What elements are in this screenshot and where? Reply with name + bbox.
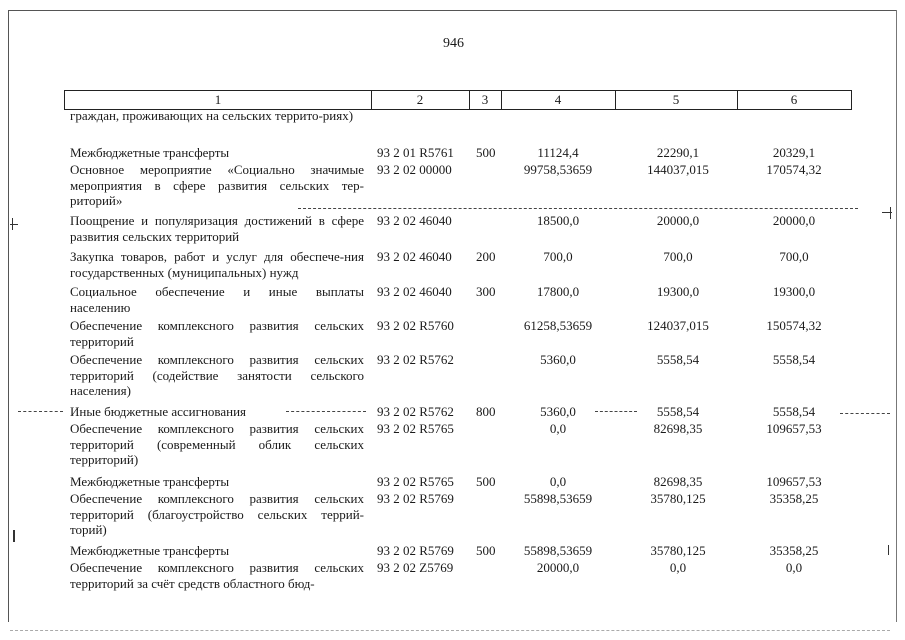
row-value-col6: 109657,53 [766, 474, 822, 489]
row-value-col5: 5558,54 [656, 404, 700, 419]
row-description: Межбюджетные трансферты [70, 145, 230, 160]
page-number: 946 [443, 36, 464, 51]
row-description: Иные бюджетные ассигнования [70, 404, 247, 419]
row-value-col4: 99758,53659 [523, 162, 593, 177]
row-description: Обеспечение комплексного развития сельских территорий (современный облик сельских территорий) [70, 421, 364, 467]
row-value-col6: 0,0 [785, 560, 803, 575]
row-code: 93 2 02 R5760 [377, 318, 454, 333]
row-value-col5: 82698,35 [653, 474, 703, 489]
row-value-col5: 19300,0 [656, 284, 700, 299]
row-expense-type: 500 [476, 474, 496, 489]
row-value-col6: 19300,0 [772, 284, 816, 299]
row-value-col4: 5360,0 [540, 352, 576, 367]
row-description: Межбюджетные трансферты [70, 543, 230, 558]
row-description: Межбюджетные трансферты [70, 474, 230, 489]
header-col-5: 5 [672, 92, 680, 107]
row-value-col6: 150574,32 [766, 318, 822, 333]
row-value-col5: 700,0 [663, 249, 693, 264]
scan-dashed-line [286, 411, 366, 412]
table-header-row [64, 90, 852, 110]
row-expense-type: 300 [476, 284, 496, 299]
row-value-col6: 170574,32 [766, 162, 822, 177]
row-value-col5: 82698,35 [653, 421, 703, 436]
row-description: Поощрение и популяризация достижений в сфере развития сельских территорий [70, 213, 364, 244]
row-value-col4: 5360,0 [540, 404, 576, 419]
row-code: 93 2 02 R5769 [377, 543, 454, 558]
row-value-col5: 124037,015 [647, 318, 709, 333]
row-value-col4: 55898,53659 [523, 543, 593, 558]
margin-mark [888, 545, 889, 555]
row-value-col6: 5558,54 [772, 404, 816, 419]
row-value-col5: 5558,54 [656, 352, 700, 367]
row-description: Основное мероприятие «Социально значимые мероприятия в сфере развития сельских тер-риторий» [70, 162, 364, 208]
page-right-edge [896, 10, 897, 622]
row-code: 93 2 01 R5761 [377, 145, 454, 160]
row-value-col6: 5558,54 [772, 352, 816, 367]
row-value-col4: 700,0 [543, 249, 573, 264]
row-value-col4: 55898,53659 [523, 491, 593, 506]
row-description: Обеспечение комплексного развития сельских территорий за счёт средств областного бюд- [70, 560, 364, 591]
row-description: Обеспечение комплексного развития сельских территорий (содействие занятости сельского населения) [70, 352, 364, 398]
scan-dashed-line [10, 630, 890, 631]
row-value-col4: 61258,53659 [523, 318, 593, 333]
row-value-col6: 35358,25 [769, 491, 819, 506]
row-expense-type: 500 [476, 543, 496, 558]
row-description: граждан, проживающих на сельских террито-риях) [70, 108, 354, 123]
row-value-col4: 11124,4 [537, 145, 579, 160]
row-value-col6: 700,0 [779, 249, 809, 264]
row-value-col5: 0,0 [669, 560, 687, 575]
row-expense-type: 500 [476, 145, 496, 160]
header-col-3: 3 [481, 92, 489, 107]
scan-dashed-line [595, 411, 637, 412]
row-value-col4: 17800,0 [536, 284, 580, 299]
row-value-col4: 0,0 [549, 421, 567, 436]
scan-dashed-line [18, 411, 63, 412]
scan-dashed-line [298, 208, 858, 209]
row-code: 93 2 02 46040 [377, 213, 452, 228]
row-description: Закупка товаров, работ и услуг для обеспече-ния государственных (муниципальных) нужд [70, 249, 364, 280]
row-description: Обеспечение комплексного развития сельских территорий (благоустройство сельских террий-торий) [70, 491, 364, 537]
row-value-col5: 35780,125 [650, 543, 706, 558]
row-code: 93 2 02 46040 [377, 249, 452, 264]
row-code: 93 2 02 R5762 [377, 404, 454, 419]
row-value-col6: 109657,53 [766, 421, 822, 436]
row-value-col4: 0,0 [549, 474, 567, 489]
row-code: 93 2 02 Z5769 [377, 560, 454, 575]
row-code: 93 2 02 46040 [377, 284, 452, 299]
row-value-col5: 22290,1 [656, 145, 700, 160]
header-col-1: 1 [214, 92, 222, 107]
row-value-col4: 18500,0 [536, 213, 580, 228]
row-code: 93 2 02 R5762 [377, 352, 454, 367]
row-code: 93 2 02 00000 [377, 162, 452, 177]
row-value-col5: 20000,0 [656, 213, 700, 228]
page-left-edge [8, 10, 9, 622]
row-value-col4: 20000,0 [536, 560, 580, 575]
row-description: Социальное обеспечение и иные выплаты населению [70, 284, 364, 315]
row-code: 93 2 02 R5765 [377, 474, 454, 489]
margin-mark [12, 218, 13, 230]
margin-mark [890, 207, 891, 219]
margin-mark [13, 530, 15, 542]
row-value-col5: 144037,015 [647, 162, 709, 177]
row-expense-type: 800 [476, 404, 496, 419]
row-code: 93 2 02 R5769 [377, 491, 454, 506]
row-value-col6: 20000,0 [772, 213, 816, 228]
scan-dashed-line [840, 413, 890, 414]
header-col-4: 4 [554, 92, 562, 107]
row-code: 93 2 02 R5765 [377, 421, 454, 436]
row-value-col5: 35780,125 [650, 491, 706, 506]
row-expense-type: 200 [476, 249, 496, 264]
row-value-col6: 35358,25 [769, 543, 819, 558]
header-col-6: 6 [790, 92, 798, 107]
page-top-edge [8, 10, 897, 11]
row-description: Обеспечение комплексного развития сельских территорий [70, 318, 364, 349]
row-value-col6: 20329,1 [772, 145, 816, 160]
header-col-2: 2 [416, 92, 424, 107]
